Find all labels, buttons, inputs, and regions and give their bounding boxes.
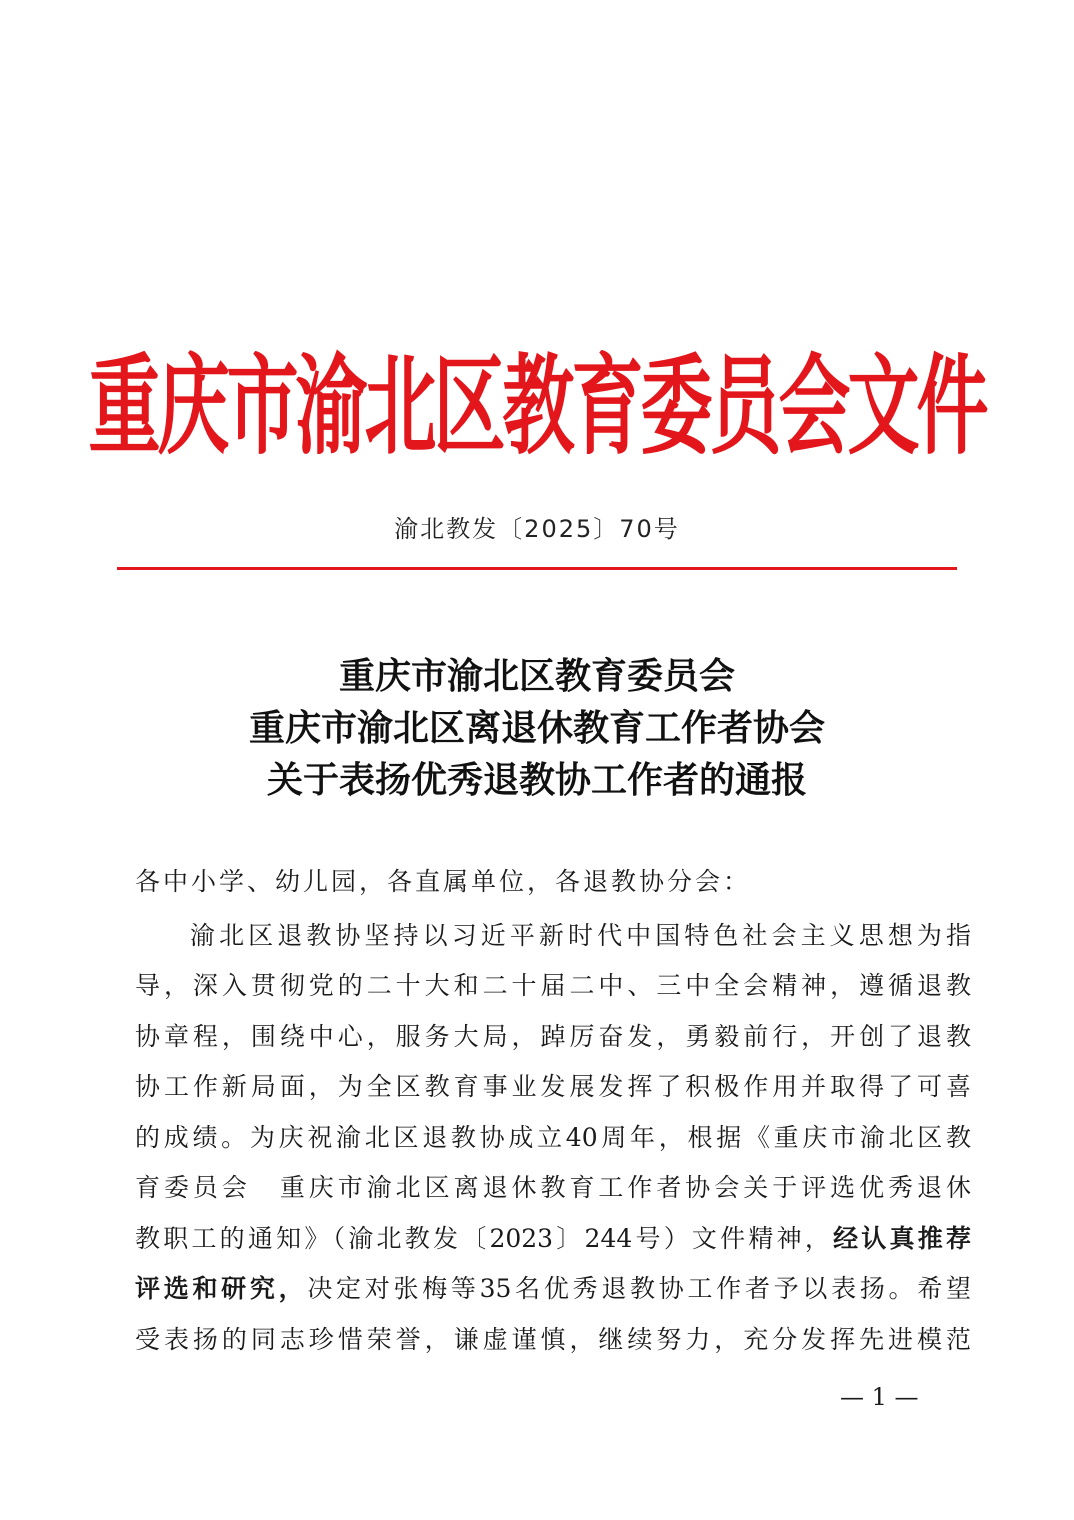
red-separator-line bbox=[117, 567, 957, 570]
body-line-8 bbox=[135, 1269, 971, 1305]
salutation: 各中小学、幼儿园，各直属单位，各退教协分会： bbox=[135, 867, 752, 896]
body-line-1: 渝北区退教协坚持以习近平新时代中国特色社会主义思想为指 bbox=[190, 921, 971, 950]
body-line-5: 的成绩。为庆祝渝北区退教协成立40周年，根据《重庆市渝北区教 bbox=[135, 1123, 971, 1152]
body-line-6: 育委员会 重庆市渝北区离退休教育工作者协会关于评选优秀退休 bbox=[135, 1173, 971, 1202]
document-number: 渝北教发〔2025〕70号 bbox=[394, 515, 680, 543]
body-line-8-bold: 评选和研究， bbox=[135, 1274, 308, 1303]
body-line-9: 受表扬的同志珍惜荣誉，谦虚谨慎，继续努力，充分发挥先进模范 bbox=[135, 1325, 971, 1354]
body-line-3: 协章程，围绕中心，服务大局，踔厉奋发，勇毅前行，开创了退教 bbox=[135, 1022, 971, 1051]
title-line-1: 重庆市渝北区教育委员会 bbox=[338, 655, 735, 697]
body-line-7-regular: 教职工的通知》（渝北教发〔2023〕244号）文件精神， bbox=[135, 1224, 834, 1253]
body-line-4: 协工作新局面，为全区教育事业发展发挥了积极作用并取得了可喜 bbox=[135, 1072, 971, 1101]
masthead-title: 重庆市渝北区教育委员会文件 bbox=[88, 341, 986, 469]
notice-title bbox=[0, 650, 1074, 806]
body-line-7-bold: 经认真推荐 bbox=[833, 1224, 971, 1253]
body-line-2: 导，深入贯彻党的二十大和二十届二中、三中全会精神，遵循退教 bbox=[135, 971, 971, 1000]
title-line-2: 重庆市渝北区离退休教育工作者协会 bbox=[248, 707, 825, 749]
body-line-8-regular: 决定对张梅等35名优秀退教协工作者予以表扬。希望 bbox=[307, 1274, 971, 1303]
body-line-7 bbox=[135, 1219, 971, 1255]
page-number: — 1 — bbox=[840, 1383, 919, 1411]
title-line-3: 关于表扬优秀退教协工作者的通报 bbox=[266, 759, 807, 801]
